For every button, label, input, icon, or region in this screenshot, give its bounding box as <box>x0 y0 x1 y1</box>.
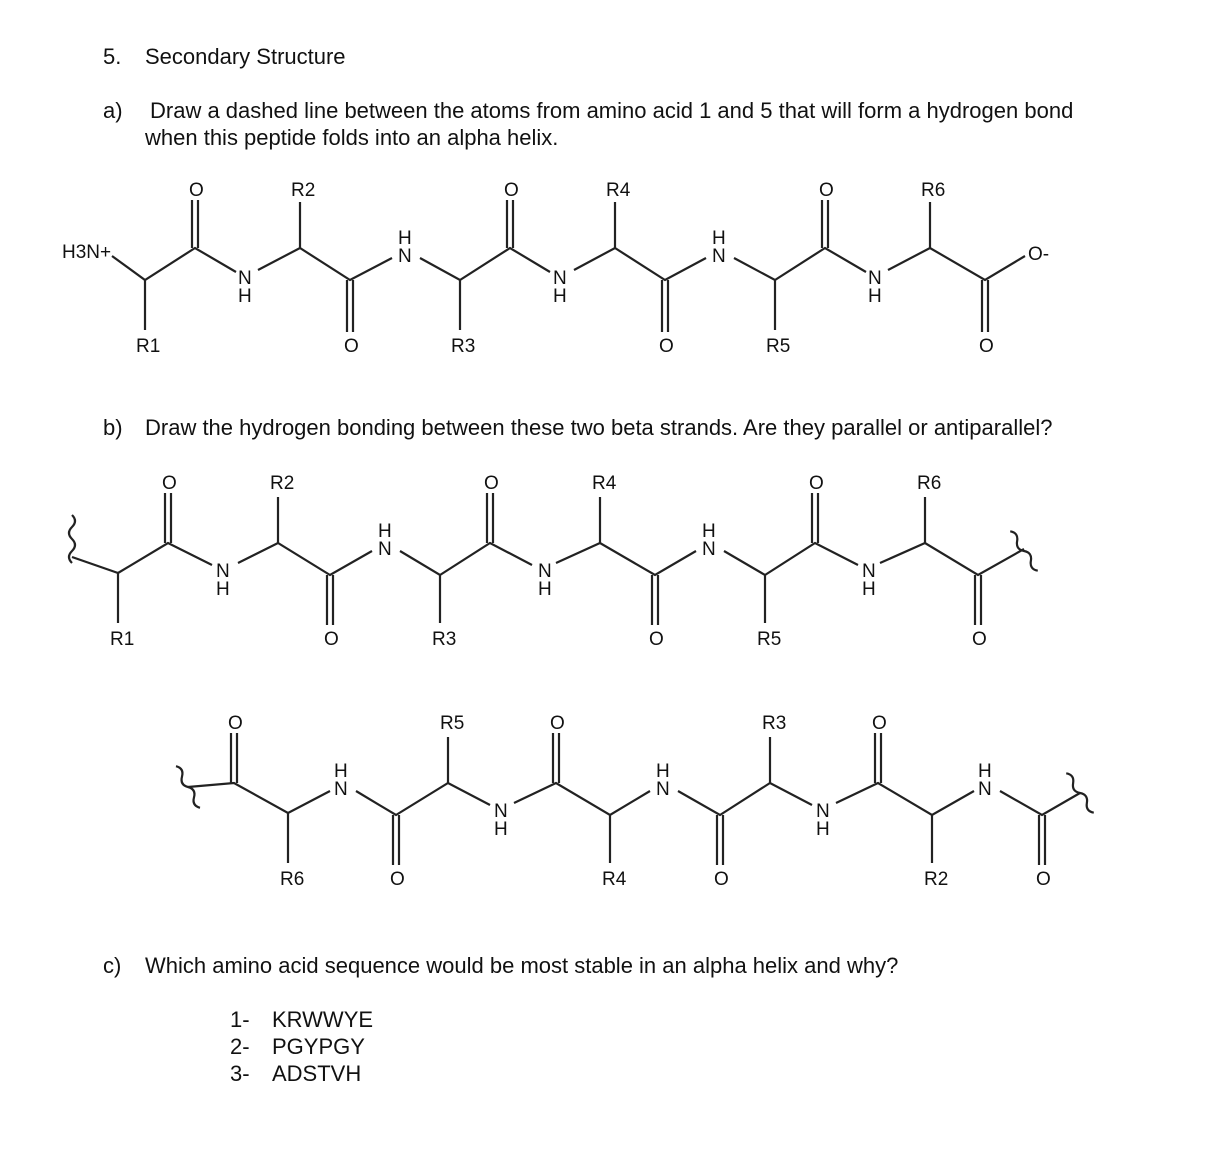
svg-text:H: H <box>978 761 992 782</box>
svg-text:H: H <box>238 286 252 307</box>
svg-text:O: O <box>972 629 987 650</box>
beta-strand-bottom-structure <box>0 705 1220 905</box>
option-number: 1- <box>230 1007 250 1032</box>
helix-backbone <box>734 248 866 280</box>
svg-text:O: O <box>390 869 405 890</box>
svg-text:O: O <box>550 713 565 734</box>
svg-text:N: N <box>553 268 567 289</box>
svg-text:H: H <box>378 521 392 542</box>
svg-text:N: N <box>816 801 830 822</box>
question-number: 5. <box>103 44 122 69</box>
beta-bottom-side-chain: R3 <box>762 713 787 734</box>
svg-text:N: N <box>702 539 716 560</box>
beta-top-side-chain: R4 <box>592 473 617 494</box>
svg-text:O: O <box>228 713 243 734</box>
svg-text:N: N <box>216 561 230 582</box>
part-a-text-line2: when this peptide folds into an alpha helix. <box>145 125 559 150</box>
svg-text:O: O <box>649 629 664 650</box>
wavy-bond-right <box>1064 772 1096 815</box>
option-sequence: PGYPGY <box>272 1034 365 1059</box>
svg-text:O: O <box>189 180 204 201</box>
question-title: Secondary Structure <box>145 44 346 69</box>
svg-text:H: H <box>494 819 508 840</box>
svg-text:O: O <box>504 180 519 201</box>
option-number: 2- <box>230 1034 250 1059</box>
svg-text:O: O <box>484 473 499 494</box>
svg-text:O: O <box>809 473 824 494</box>
svg-text:H: H <box>398 228 412 249</box>
beta-top-side-chain: R6 <box>917 473 942 494</box>
svg-text:H: H <box>656 761 670 782</box>
svg-text:N: N <box>868 268 882 289</box>
helix-side-chain: R5 <box>766 336 791 357</box>
svg-text:N: N <box>862 561 876 582</box>
svg-text:N: N <box>238 268 252 289</box>
beta-bottom-side-chain: R5 <box>440 713 465 734</box>
svg-text:N: N <box>398 246 412 267</box>
svg-text:O: O <box>324 629 339 650</box>
helix-backbone <box>258 248 392 280</box>
part-a-text-line1: Draw a dashed line between the atoms from amino acid 1 and 5 that will form a hydrogen bond <box>150 98 1074 123</box>
svg-text:O: O <box>659 336 674 357</box>
part-b-label: b) <box>103 415 123 440</box>
beta-bottom-side-chain: R4 <box>602 869 627 890</box>
helix-backbone <box>112 248 236 280</box>
helix-side-chain: R1 <box>136 336 161 357</box>
svg-text:H: H <box>868 286 882 307</box>
part-b-text: Draw the hydrogen bonding between these two beta strands. Are they parallel or antiparallel? <box>145 415 1053 440</box>
wavy-bond-left <box>69 515 75 563</box>
beta-top-side-chain: R1 <box>110 629 135 650</box>
svg-text:O: O <box>819 180 834 201</box>
svg-text:N: N <box>378 539 392 560</box>
svg-text:O: O <box>1036 869 1051 890</box>
svg-text:H: H <box>712 228 726 249</box>
svg-text:O: O <box>162 473 177 494</box>
part-c-label: c) <box>103 953 122 978</box>
helix-side-chain: R4 <box>606 180 631 201</box>
svg-text:H: H <box>538 579 552 600</box>
svg-text:N: N <box>712 246 726 267</box>
option-sequence: KRWWYE <box>272 1007 374 1032</box>
svg-text:H: H <box>702 521 716 542</box>
svg-text:H: H <box>553 286 567 307</box>
helix-backbone <box>888 248 1025 280</box>
svg-text:O: O <box>714 869 729 890</box>
helix-side-chain: R2 <box>291 180 316 201</box>
svg-text:H: H <box>862 579 876 600</box>
svg-text:H: H <box>216 579 230 600</box>
helix-side-chain: R3 <box>451 336 476 357</box>
beta-bottom-side-chain: R6 <box>280 869 305 890</box>
wavy-bond-right <box>1008 530 1040 573</box>
option-sequence: ADSTVH <box>272 1061 362 1086</box>
beta-top-side-chain: R3 <box>432 629 457 650</box>
beta-bottom-side-chain: R2 <box>924 869 949 890</box>
helix-peptide-structure <box>0 170 1220 370</box>
svg-text:N: N <box>978 779 992 800</box>
beta-strand-top-structure <box>0 465 1220 665</box>
helix-side-chain: R6 <box>921 180 946 201</box>
part-c-text: Which amino acid sequence would be most stable in an alpha helix and why? <box>145 953 899 978</box>
svg-text:H: H <box>334 761 348 782</box>
c-terminus-label: O- <box>1028 244 1050 265</box>
part-a-label: a) <box>103 98 123 123</box>
svg-text:O: O <box>979 336 994 357</box>
svg-text:O: O <box>344 336 359 357</box>
n-terminus-label: H3N+ <box>62 242 112 263</box>
svg-text:O: O <box>872 713 887 734</box>
beta-top-side-chain: R5 <box>757 629 782 650</box>
svg-text:H: H <box>816 819 830 840</box>
svg-text:N: N <box>334 779 348 800</box>
svg-text:N: N <box>494 801 508 822</box>
helix-backbone <box>574 248 706 280</box>
helix-backbone <box>420 248 550 280</box>
beta-top-side-chain: R2 <box>270 473 295 494</box>
svg-text:N: N <box>538 561 552 582</box>
option-number: 3- <box>230 1061 250 1086</box>
svg-text:N: N <box>656 779 670 800</box>
